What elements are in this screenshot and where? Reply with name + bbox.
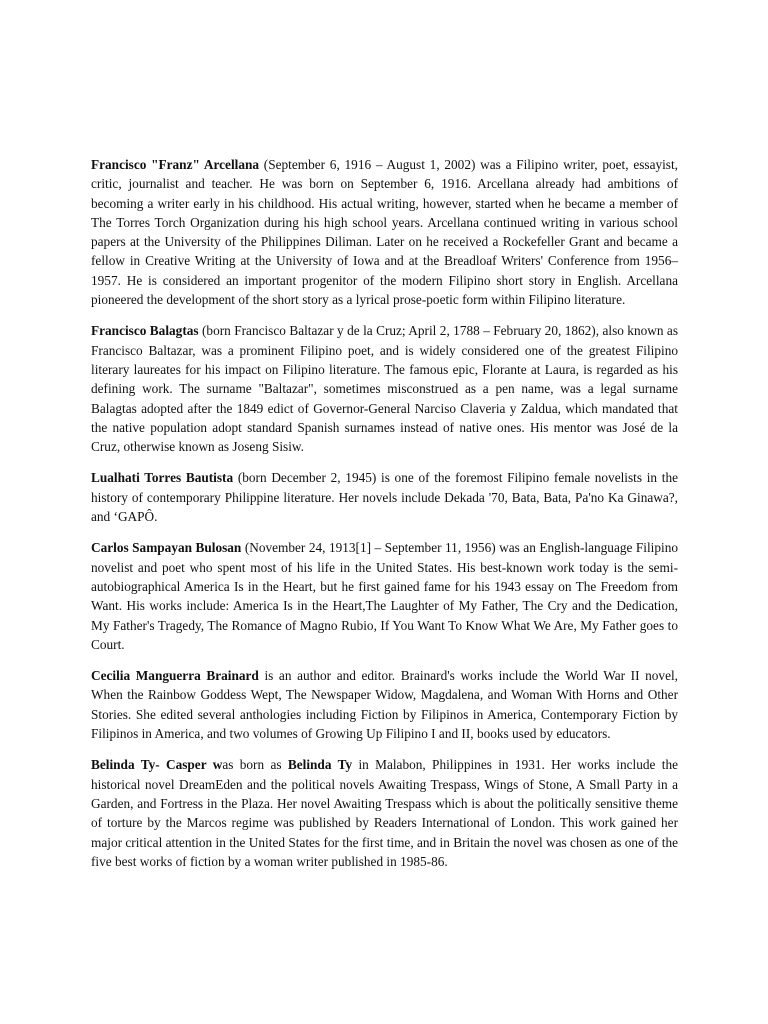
author-name: Belinda Ty- Casper w bbox=[91, 757, 223, 773]
paragraph-arcellana bbox=[91, 155, 678, 309]
paragraph-bautista bbox=[91, 468, 678, 526]
paragraph-text: (November 24, 1913[1] – September 11, 1956) was an English-language Filipino novelist and poet who spent most of his life in the United States. His best-known work today is the semi-autobiographical America Is in the Heart, but he first gained fame for his 1943 essay on The Freedom from Want. His works include: America Is in the Heart,The Laughter of My Father, The Cry and the Dedication, My Father's Tragedy, The Romance of Magno Rubio, If You Want To Know What We Are, My Father goes to Court. bbox=[91, 540, 678, 652]
document-page bbox=[91, 155, 678, 883]
paragraph-text: (September 6, 1916 – August 1, 2002) was a Filipino writer, poet, essayist, critic, journalist and teacher. He was born on September 6, 1916. Arcellana already had ambitions of becoming a writer early in his childhood. His actual writing, however, started when he became a member of The Torres Torch Organization during his high school years. Arcellana continued writing in various school papers at the University of the Philippines Diliman. Later on he received a Rockefeller Grant and became a fellow in Creative Writing at the University of Iowa and at the Breadloaf Writers' Conference from 1956– 1957. He is considered an important progenitor of the modern Filipino short story in English. Arcellana pioneered the development of the short story as a lyrical prose-poetic form within Filipino literature. bbox=[91, 157, 679, 308]
author-name: Cecilia Manguerra Brainard bbox=[91, 668, 259, 684]
paragraph-brainard bbox=[91, 666, 678, 743]
paragraph-text: as born as bbox=[222, 757, 288, 773]
paragraph-text: is an author and editor. Brainard's works include the World War II novel, When the Rainbow Goddess Wept, The Newspaper Widow, Magdalena, and Woman With Horns and Other Stories. She edited several anthologies including Fiction by Filipinos in America, Contemporary Fiction by Filipinos in America, and two volumes of Growing Up Filipino I and II, books used by educators. bbox=[91, 668, 679, 742]
author-name: Lualhati Torres Bautista bbox=[91, 470, 234, 486]
author-name: Francisco Balagtas bbox=[91, 323, 199, 339]
paragraph-text: (born Francisco Baltazar y de la Cruz; April 2, 1788 – February 20, 1862), also known as Francisco Baltazar, was a prominent Filipino poet, and is widely considered one of the greatest Filipino literary laureates for his impact on Filipino literature. The famous epic, Florante at Laura, is regarded as his defining work. The surname "Baltazar", sometimes misconstrued as a pen name, was a legal surname Balagtas adopted after the 1849 edict of Governor-General Narciso Claveria y Zaldua, which mandated that the native population adopt standard Spanish surnames instead of native ones. His mentor was José de la Cruz, otherwise known as Joseng Sisiw. bbox=[91, 323, 679, 455]
paragraph-bulosan bbox=[91, 538, 678, 654]
paragraph-ty-casper bbox=[91, 755, 678, 871]
paragraph-text: (born December 2, 1945) is one of the foremost Filipino female novelists in the history of contemporary Philippine literature. Her novels include Dekada '70, Bata, Bata, Pa'no Ka Ginawa?, and ‘GAPÔ. bbox=[91, 470, 678, 525]
paragraph-balagtas bbox=[91, 321, 678, 456]
paragraph-text: in Malabon, Philippines in 1931. Her works include the historical novel DreamEden and the political novels Awaiting Trespass, Wings of Stone, A Small Party in a Garden, and Fortress in the Plaza. Her novel Awaiting Trespass which is about the politically sensitive theme of torture by the Marcos regime was published by Readers International of London. This work gained her major critical attention in the United States for the first time, and in Britain the novel was chosen as one of the five best works of fiction by a woman writer published in 1985-86. bbox=[91, 757, 679, 869]
author-name: Carlos Sampayan Bulosan bbox=[91, 540, 242, 556]
author-name-secondary: Belinda Ty bbox=[287, 757, 353, 773]
author-name: Francisco "Franz" Arcellana bbox=[91, 157, 260, 172]
